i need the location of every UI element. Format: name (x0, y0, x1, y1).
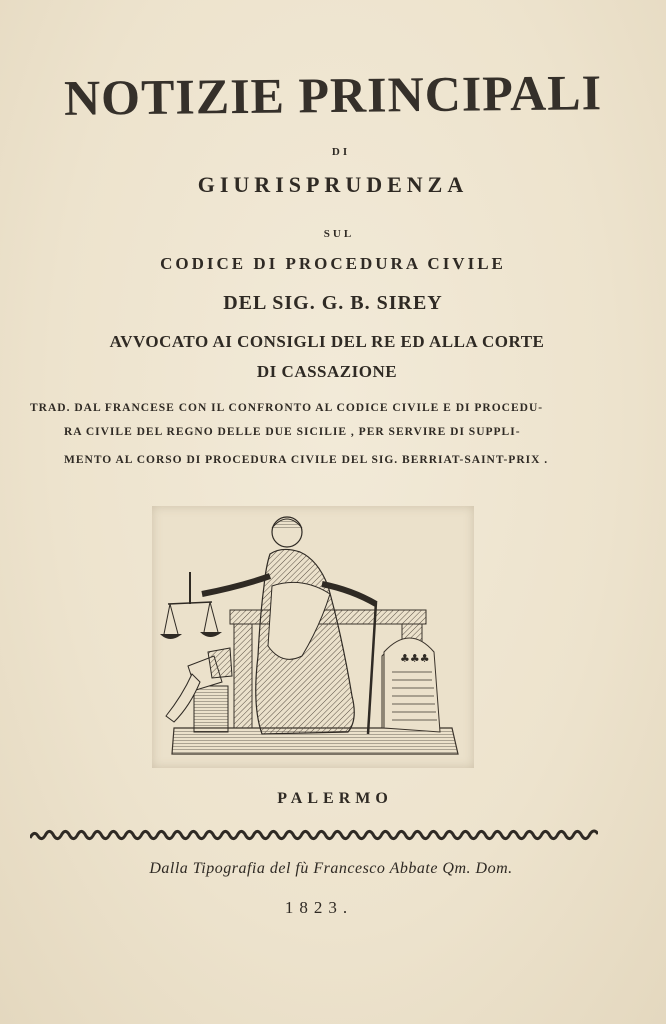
translation-note-line-2: RA CIVILE DEL REGNO DELLE DUE SICILIE , PER SERVIRE DI SUPPLI- (64, 426, 521, 438)
justice-figure-icon (152, 506, 474, 768)
engraving-plate (152, 506, 474, 768)
translation-note-line-3: MENTO AL CORSO DI PROCEDURA CIVILE DEL SIG. BERRIAT-SAINT-PRIX . (64, 454, 549, 466)
translation-note-line-1: TRAD. DAL FRANCESE CON IL CONFRONTO AL CODICE CIVILE E DI PROCEDU- (30, 402, 544, 414)
author-role-line-1: AVVOCATO AI CONSIGLI DEL RE ED ALLA CORTE (109, 332, 545, 351)
author-line: DEL SIG. G. B. SIREY (223, 292, 443, 314)
printer-line: Dalla Tipografia del fù Francesco Abbate Qm. Dom. (149, 860, 513, 877)
book-title: NOTIZIE PRINCIPALI (63, 64, 603, 126)
author-role-line-2: DI CASSAZIONE (256, 362, 398, 381)
ornamental-rule (30, 826, 598, 844)
subtitle-codice: CODICE DI PROCEDURA CIVILE (160, 254, 506, 273)
svg-text:♣♣♣: ♣♣♣ (400, 652, 430, 665)
subtitle-giurisprudenza: GIURISPRUDENZA (197, 172, 469, 197)
subtitle-sul: SUL (323, 228, 355, 240)
publication-year: 1823. (284, 898, 354, 917)
subtitle-di: DI (331, 146, 351, 158)
place-of-publication: PALERMO (277, 790, 393, 807)
